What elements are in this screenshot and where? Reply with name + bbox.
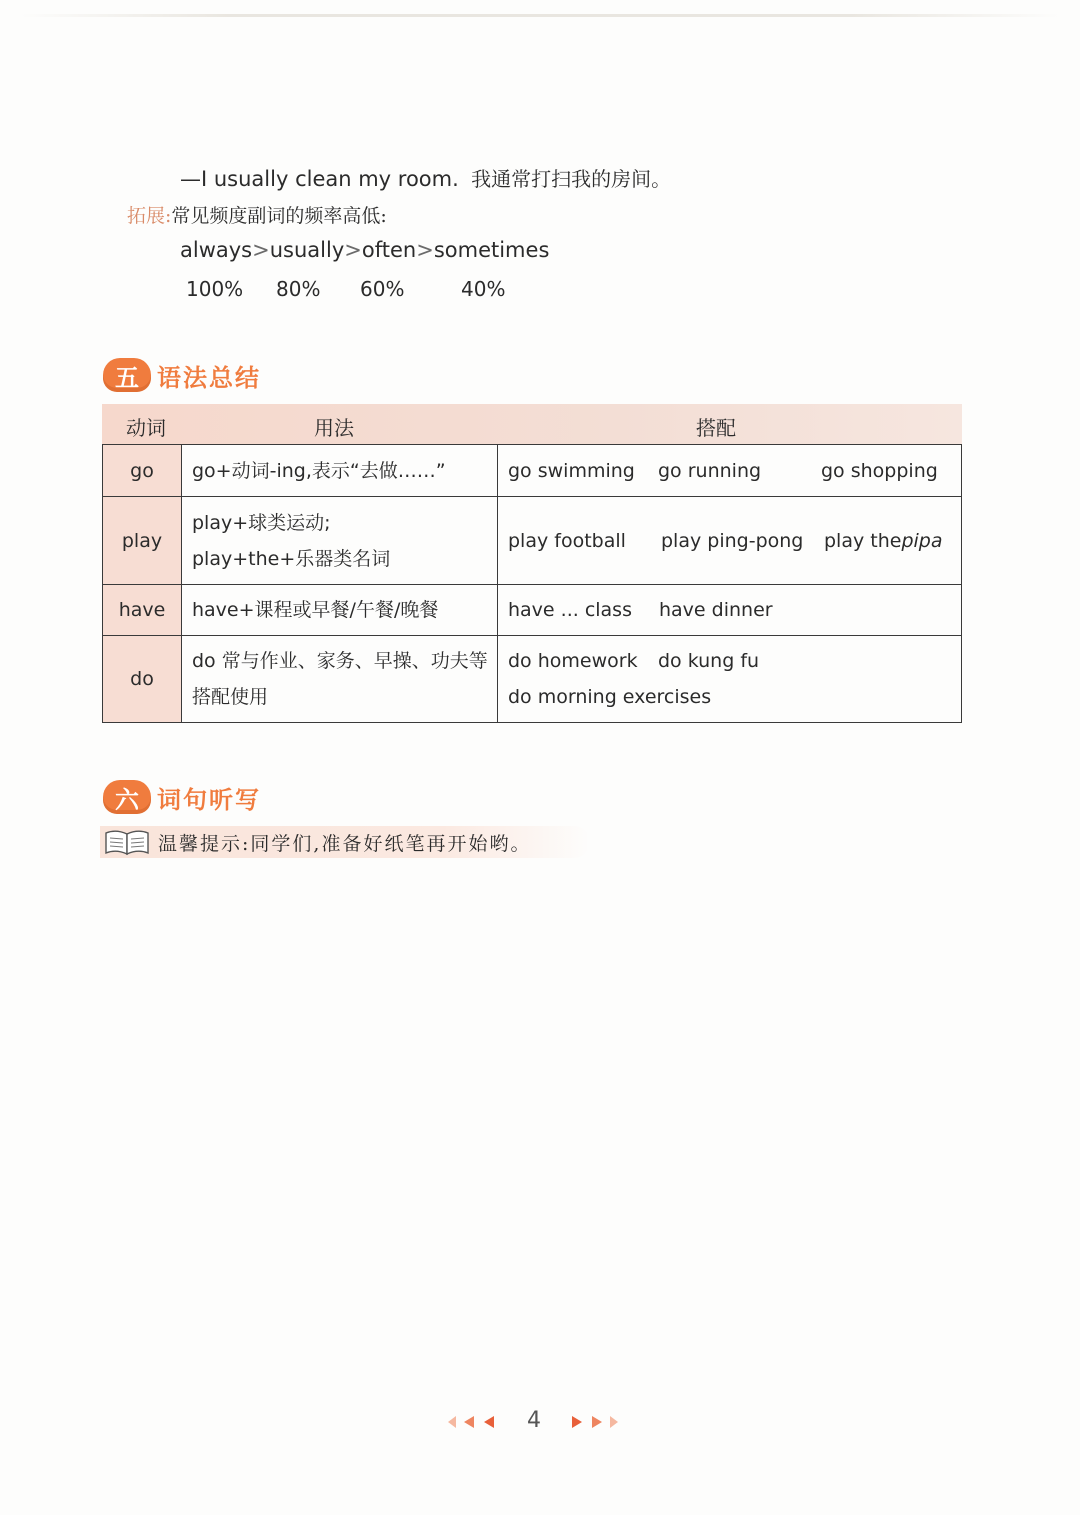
combo-item-text: play the pipa	[824, 529, 943, 552]
combo-item: do kung fu	[658, 650, 760, 672]
table-row	[103, 445, 962, 497]
freq-word: often	[361, 238, 417, 262]
usage-line: do 常与作业、家务、早操、功夫等	[192, 650, 488, 672]
section-title: 语法总结	[157, 363, 261, 392]
combo-row	[508, 453, 961, 489]
table-row	[103, 585, 962, 636]
combo-item: play ping-pong	[661, 529, 804, 552]
verb-cell: do	[103, 636, 182, 723]
combo-row	[508, 523, 961, 559]
combo-row	[508, 679, 961, 715]
freq-percent: 60%	[360, 277, 405, 301]
combo-row	[508, 643, 961, 679]
section-six-heading	[103, 777, 261, 817]
usage-cell	[182, 585, 498, 636]
header-verb: 动词	[126, 416, 166, 440]
header-combo: 搭配	[696, 416, 736, 440]
freq-separator: >	[416, 238, 434, 262]
combo-item: go running	[658, 459, 762, 482]
usage-cell	[182, 445, 498, 497]
combo-cell	[498, 585, 962, 636]
triple-right-arrow-icon	[570, 1414, 620, 1430]
section-five-heading	[103, 355, 261, 395]
tip-banner	[100, 826, 590, 858]
freq-separator: >	[344, 238, 362, 262]
freq-percent: 80%	[276, 277, 321, 301]
grammar-table-body	[102, 444, 962, 723]
table-row	[103, 636, 962, 723]
combo-cell	[498, 497, 962, 585]
usage-line: have+课程或早餐/午餐/晚餐	[192, 599, 439, 621]
section-number-badge: 六	[103, 780, 151, 814]
usage-line: play+the+乐器类名词	[192, 547, 391, 570]
combo-item: do morning exercises	[508, 686, 712, 708]
section-title: 词句听写	[157, 785, 261, 814]
extension-text: 常见频度副词的频率高低:	[171, 205, 387, 227]
usage-cell	[182, 497, 498, 585]
verb-cell: play	[103, 497, 182, 585]
combo-item: do homework	[508, 650, 638, 672]
combo-cell	[498, 636, 962, 723]
combo-cell	[498, 445, 962, 497]
page-number: 4	[527, 1408, 541, 1433]
freq-percent: 100%	[186, 277, 244, 301]
triple-left-arrow-icon	[448, 1414, 498, 1430]
extension-label: 拓展:	[127, 205, 172, 227]
combo-item: go shopping	[821, 459, 938, 482]
freq-word: usually	[269, 238, 345, 262]
top-edge-line	[20, 14, 1060, 17]
freq-word: sometimes	[433, 238, 550, 262]
table-header	[102, 404, 962, 444]
combo-item: have dinner	[659, 599, 773, 621]
tip-text: 温馨提示:同学们,准备好纸笔再开始哟。	[158, 832, 532, 855]
combo-item: have ... class	[508, 599, 632, 621]
combo-item: play football	[508, 529, 626, 552]
verb-cell: go	[103, 445, 182, 497]
grammar-summary-table	[102, 404, 962, 723]
header-usage: 用法	[314, 416, 354, 440]
table-row	[103, 497, 962, 585]
example-sentence-zh: 我通常打扫我的房间。	[471, 167, 672, 191]
example-sentence	[180, 163, 671, 192]
freq-separator: >	[252, 238, 270, 262]
usage-line: go+动词-ing,表示“去做……”	[192, 459, 446, 482]
usage-line: play+球类运动;	[192, 511, 331, 534]
usage-cell	[182, 636, 498, 723]
frequency-scale	[180, 238, 549, 262]
section-number-badge: 五	[103, 358, 151, 392]
combo-item: go swimming	[508, 459, 635, 482]
verb-cell: have	[103, 585, 182, 636]
example-sentence-en: —I usually clean my room.	[180, 167, 459, 191]
page-footer	[0, 1408, 1080, 1438]
usage-line: 搭配使用	[192, 686, 269, 708]
open-book-icon	[102, 827, 154, 857]
combo-row	[508, 592, 961, 628]
freq-word: always	[180, 238, 253, 262]
freq-percent: 40%	[461, 277, 506, 301]
extension-line	[127, 201, 387, 228]
